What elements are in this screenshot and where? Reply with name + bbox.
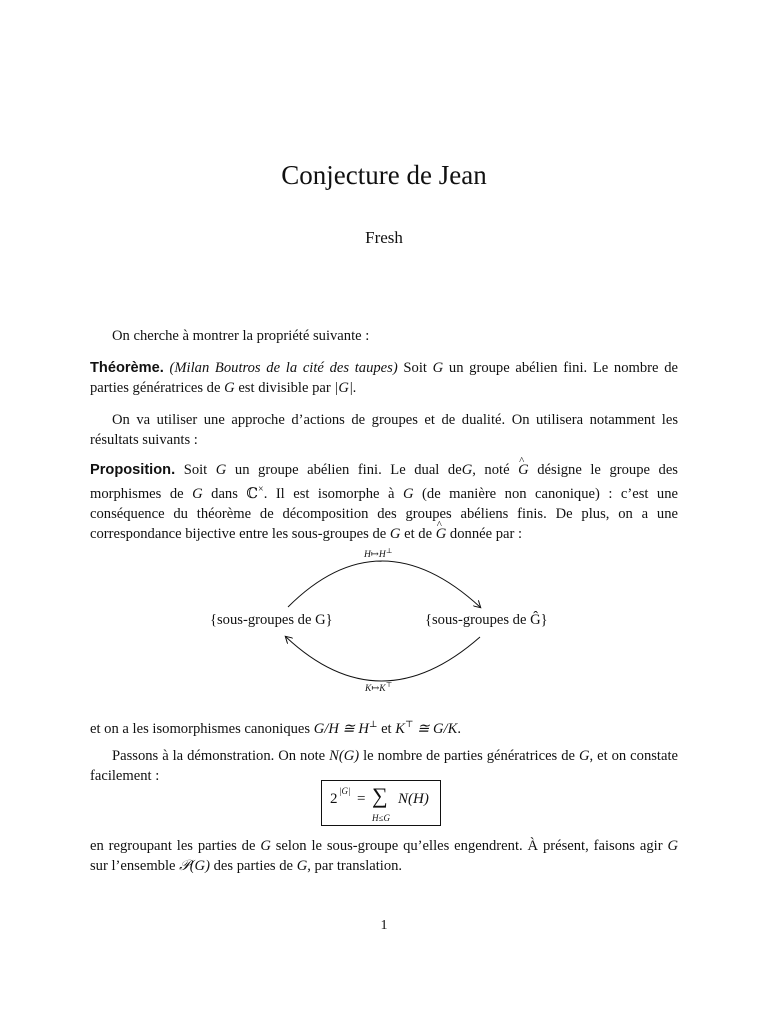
- prop-text: donnée par :: [449, 525, 523, 542]
- trans-text: selon le sous-groupe qu’elles engendrent. À présent, faisons agir: [275, 838, 663, 854]
- intro-paragraph: On cherche à montrer la propriété suivante :: [112, 328, 370, 344]
- trans-var-g: G: [667, 838, 678, 854]
- theorem-label: Théorème.: [90, 360, 164, 376]
- bottom-arrow-label: K↦K⊤: [365, 681, 393, 695]
- prop-var-g: G: [215, 462, 227, 478]
- theorem-card-g: |G|.: [334, 380, 357, 396]
- prop-text: . Il est isomorphe à: [263, 485, 395, 502]
- formula-eq: =: [357, 791, 366, 807]
- theorem-text-1: Soit: [403, 360, 427, 376]
- theorem-var-g-2: G: [224, 380, 235, 396]
- prop-text: Soit: [183, 462, 208, 478]
- demo-text: le nombre de parties génératrices de: [363, 748, 575, 764]
- trans-text: , par translation.: [307, 858, 403, 874]
- iso-text: et: [381, 720, 392, 737]
- approach-paragraph: On va utiliser une approche d’actions de groupes et de dualité. On utilisera notamment les résultats suivants :: [90, 412, 678, 448]
- isomorphisms-line: [90, 714, 678, 739]
- prop-text: un groupe abélien fini. Le dual de: [234, 462, 462, 478]
- trans-var-g: G: [296, 858, 308, 874]
- prop-text: et de: [404, 525, 433, 542]
- prop-var-g: G: [403, 485, 414, 502]
- prop-var-g-hat: ^ G: [436, 524, 447, 544]
- theorem-attribution: (Milan Boutros de la cité des taupes): [169, 360, 398, 376]
- theorem-text-3: est divisible par: [238, 380, 331, 396]
- proposition-label: Proposition.: [90, 462, 176, 478]
- powerset: 𝒫(G): [179, 858, 210, 874]
- trans-text: en regroupant les parties de: [90, 838, 256, 854]
- prop-var-g: G: [461, 462, 473, 478]
- translation-paragraph: [90, 836, 678, 876]
- page-number: 1: [380, 918, 388, 933]
- theorem-text-2: un groupe abélien fini. Le nombre de parties génératrices de: [90, 360, 678, 396]
- iso-1: G/H ≅ H⊥: [313, 719, 378, 737]
- formula-exp: |G|: [339, 786, 351, 796]
- top-arrow: [288, 561, 480, 607]
- subgroup-correspondence-diagram: [190, 545, 580, 695]
- prop-text: (de manière non canonique) : c’est une conséquence du théorème de décomposition des groupes abéliens finis. De plus, on a une correspondance bijective entre les sous-groupes de: [90, 485, 678, 542]
- formula-base: 2: [330, 791, 338, 807]
- left-set-label: {sous-groupes de G}: [210, 612, 333, 628]
- sum-symbol: ∑: [372, 783, 388, 808]
- proposition-paragraph: Proposition. Soit G un groupe abélien fini. Le dual deG, noté ^ G désigne le groupe des morphismes de G dans ℂ×. Il est isomorphe à G (de manière non canonique) : c’est une conséquence du théorème de décomposition des groupes abéliens finis. De plus, on a une correspondance bijective entre les sous-groupes de G et de ^ G donnée par :: [90, 460, 678, 544]
- sum-subscript: H≤G: [372, 813, 390, 823]
- n-of-g: N(G): [329, 748, 360, 764]
- demo-text: , et on constate facilement :: [90, 748, 678, 784]
- boxed-formula: [321, 780, 441, 826]
- formula-term: N(H): [398, 791, 429, 807]
- theorem-paragraph: [90, 358, 678, 398]
- prop-var-g-hat: ^ G: [518, 460, 529, 480]
- demo-var-g: G: [578, 748, 590, 764]
- trans-text: des parties de: [213, 858, 294, 874]
- trans-var-g: G: [260, 838, 271, 854]
- author: Fresh: [365, 228, 403, 247]
- bottom-arrow: [286, 637, 480, 681]
- iso-text: et on a les isomorphismes canoniques: [90, 720, 311, 737]
- page-title: Conjecture de Jean: [281, 160, 487, 190]
- prop-var-g: G: [192, 485, 203, 502]
- prop-text: , noté: [472, 462, 510, 478]
- theorem-var-g: G: [432, 360, 444, 376]
- right-set-label: {sous-groupes de Ĝ}: [425, 612, 548, 628]
- prop-text: désigne le groupe des morphismes de: [90, 462, 678, 502]
- complex-symbol: ℂ: [246, 485, 259, 502]
- prop-text: dans: [211, 485, 238, 502]
- prop-var-g: G: [389, 525, 401, 542]
- iso-text: .: [457, 720, 461, 737]
- top-arrow-label: H↦H⊥: [364, 547, 393, 561]
- iso-2: K⊤ ≅ G/K: [395, 719, 458, 737]
- trans-text: sur l’ensemble: [90, 858, 176, 874]
- demo-text: Passons à la démonstration. On note: [112, 748, 326, 764]
